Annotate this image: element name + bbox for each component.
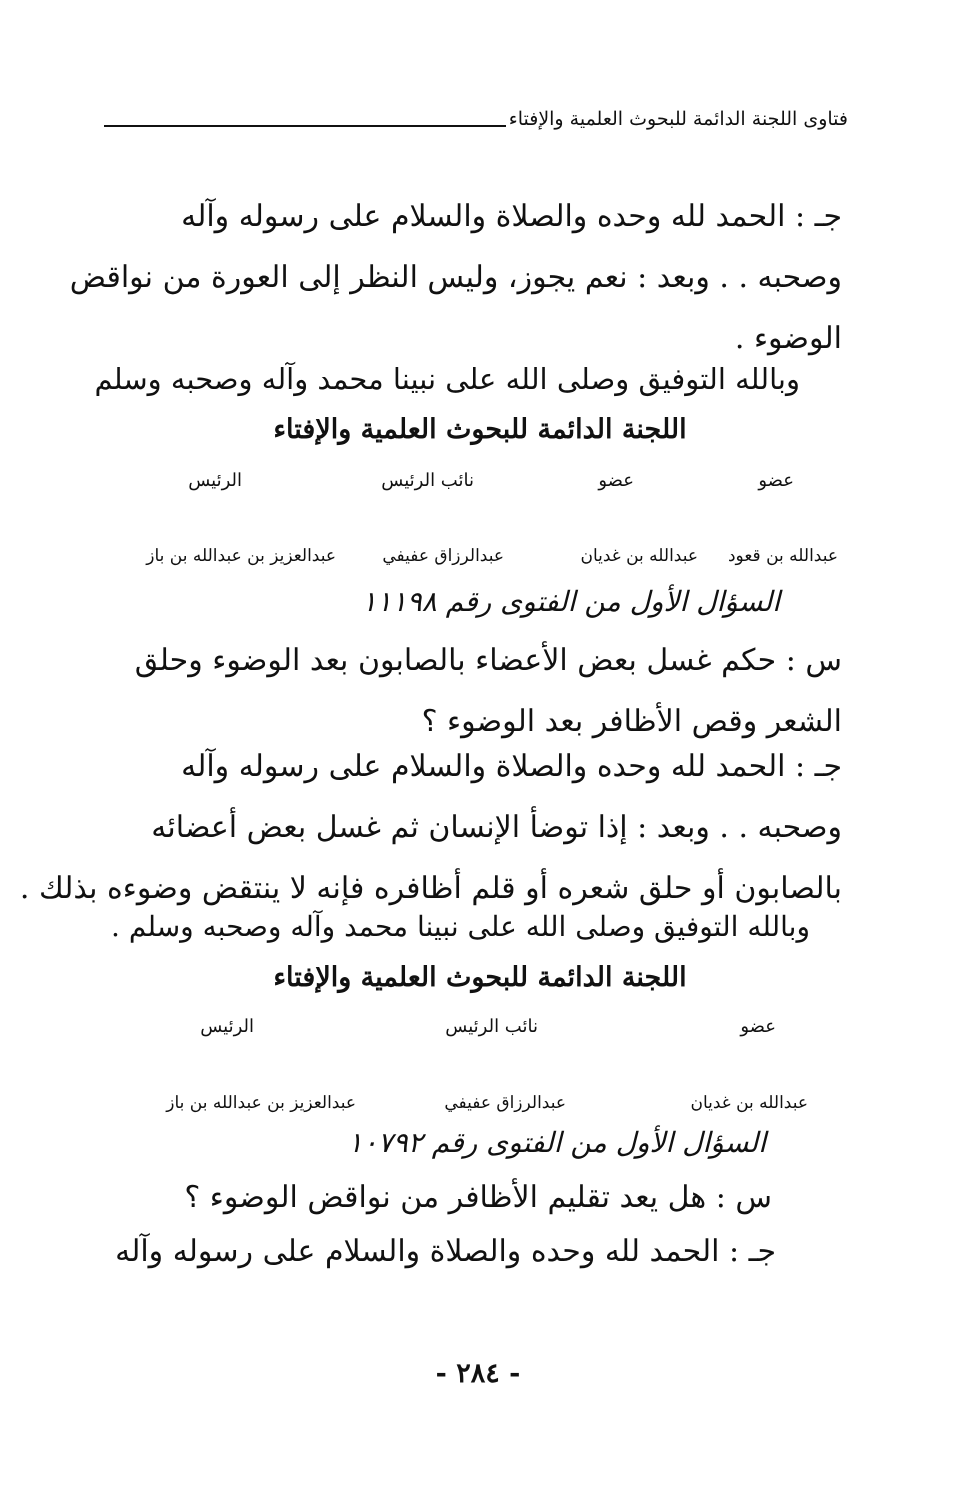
- answer-line: وصحبه . . وبعد : إذا توضأ الإنسان ثم غسل بعض أعضائه: [151, 810, 842, 845]
- signatory-name: عبدالله بن غديان: [580, 546, 698, 566]
- answer-line: جـ : الحمد لله وحده والصلاة والسلام على رسوله وآله: [181, 749, 842, 784]
- role-vice-president: نائب الرئيس: [445, 1016, 538, 1037]
- role-president: الرئيس: [200, 1016, 254, 1037]
- answer-line: الوضوء .: [734, 321, 842, 356]
- signatory-name: عبدالرزاق عفيفي: [444, 1093, 566, 1113]
- signatory-name: عبدالله بن قعود: [727, 546, 838, 566]
- page-number: - ٢٨٤ -: [435, 1358, 521, 1389]
- answer-paragraph-1: [69, 186, 842, 369]
- question-line: الشعر وقص الأظافر بعد الوضوء ؟: [421, 704, 842, 739]
- committee-title: اللجنة الدائمة للبحوث العلمية والإفتاء: [273, 414, 687, 445]
- header-rule: [104, 125, 506, 127]
- answer-line: جـ : الحمد لله وحده والصلاة والسلام على رسوله وآله: [115, 1234, 776, 1269]
- fatwa-heading: السؤال الأول من الفتوى رقم ١٠٧٩٢: [347, 1126, 766, 1159]
- closing-line: وبالله التوفيق وصلى الله على نبينا محمد وآله وصحبه وسلم .: [111, 910, 810, 943]
- role-member: عضو: [598, 470, 634, 491]
- answer-line: جـ : الحمد لله وحده والصلاة والسلام على رسوله وآله: [181, 199, 842, 234]
- answer-line: بالصابون أو حلق شعره أو قلم أظافره فإنه لا ينتقض وضوءه بذلك .: [19, 871, 842, 906]
- fatwa-heading: السؤال الأول من الفتوى رقم ١١١٩٨: [361, 585, 780, 618]
- signatory-name: عبدالعزيز بن عبدالله بن باز: [146, 546, 336, 566]
- question-line: س : هل يعد تقليم الأظافر من نواقض الوضوء ؟: [184, 1180, 772, 1215]
- signatory-name: عبدالله بن غديان: [690, 1093, 808, 1113]
- signatory-name: عبدالعزيز بن عبدالله بن باز: [166, 1093, 356, 1113]
- role-member: عضو: [740, 1016, 776, 1037]
- answer-line: وصحبه . . وبعد : نعم يجوز، وليس النظر إلى العورة من نواقض: [69, 260, 842, 295]
- role-vice-president: نائب الرئيس: [381, 470, 474, 491]
- closing-line: وبالله التوفيق وصلى الله على نبينا محمد وآله وصحبه وسلم: [94, 362, 800, 396]
- role-president: الرئيس: [188, 470, 242, 491]
- committee-title: اللجنة الدائمة للبحوث العلمية والإفتاء: [273, 962, 687, 993]
- role-member: عضو: [758, 470, 794, 491]
- question-line: س : حكم غسل بعض الأعضاء بالصابون بعد الوضوء وحلق: [134, 643, 842, 678]
- answer-paragraph-2: [19, 736, 842, 919]
- question-paragraph: [108, 630, 842, 752]
- signatory-name: عبدالرزاق عفيفي: [382, 546, 504, 566]
- running-header-title: فتاوى اللجنة الدائمة للبحوث العلمية والإفتاء: [508, 108, 848, 130]
